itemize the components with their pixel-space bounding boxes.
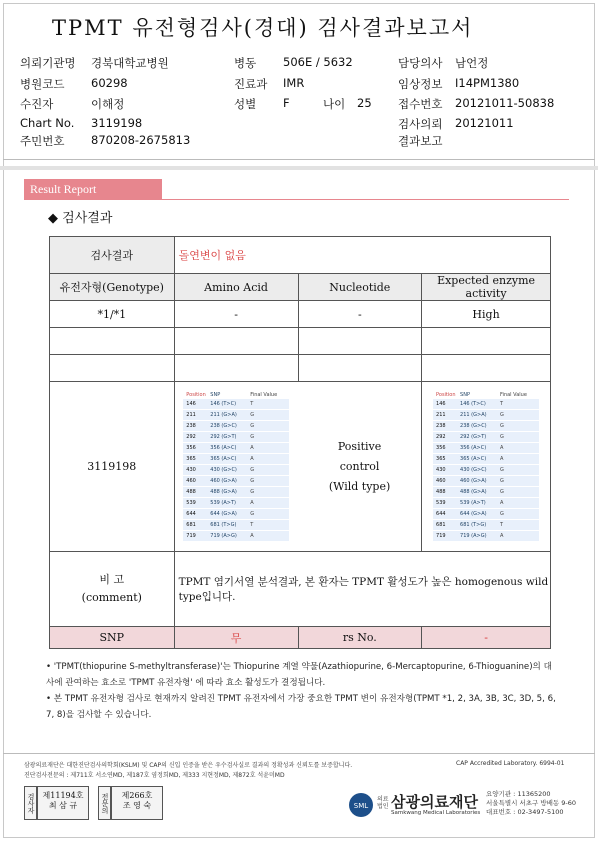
label-patient: 수진자 (20, 97, 54, 111)
chromatogram-cell: G (500, 467, 504, 473)
label-request: 검사의뢰 (398, 117, 443, 131)
chromatogram-cell: 539 (A>T) (210, 500, 236, 506)
chromatogram-cell: 430 (G>C) (460, 467, 487, 473)
label-sex: 성별 (234, 97, 257, 111)
chromatogram-cell: 365 (A>C) (460, 456, 487, 462)
genotype-row (50, 301, 551, 328)
note-1: • 'TPMT(thiopurine S-methyltransferase)'는 Thiopurine 계열 약물(Azathiopurine, 6-Mercaptopurine, 6-Thioguanine)의 대사에 관여하는 효소로 'TPMT 유전자형' 에 따라 효소 활성도가 결정됩니다. (46, 662, 552, 688)
genotype-value: *1/*1 (50, 301, 175, 328)
chromatogram-header-cell: Position (186, 392, 206, 398)
chromatogram-row (183, 531, 289, 541)
chromatogram-cell: 356 (186, 445, 196, 451)
label-receipt: 접수번호 (398, 97, 443, 111)
chromatogram-cell: 356 (436, 445, 446, 451)
chromatogram-cell: 460 (436, 478, 446, 484)
remark-row (50, 552, 551, 627)
result-report-rule (162, 199, 569, 200)
result-row (50, 237, 551, 274)
chromatogram-cell: G (250, 511, 255, 517)
remark-label: 비 고 (comment) (50, 552, 175, 627)
result-table (49, 236, 551, 649)
chromatogram-cell: G (250, 412, 255, 418)
chromatogram-header-cell: Final Value (250, 392, 278, 398)
chromatogram-cell: G (250, 467, 255, 473)
col-enzyme: Expected enzyme activity (422, 274, 551, 301)
chromatogram-cell: 539 (186, 500, 196, 506)
chromatogram-cell: G (500, 478, 504, 484)
snp-label: SNP (50, 627, 175, 649)
value-doctor: 남언정 (455, 56, 489, 70)
diamond-icon: ◆ (48, 211, 58, 226)
chromatogram-cell: 460 (G>A) (460, 478, 487, 484)
label-clinical: 임상정보 (398, 77, 443, 91)
chromatogram-cell: 539 (A>T) (460, 500, 486, 506)
chromatogram-cell: 430 (436, 467, 446, 473)
chromatogram-cell: 430 (186, 467, 196, 473)
chromatogram-cell: 238 (186, 423, 196, 429)
label-hospital-code: 병원코드 (20, 77, 65, 91)
nucleotide-value: - (298, 301, 422, 328)
chromatogram-header-cell: Final Value (500, 392, 527, 398)
control-chromatogram (422, 382, 551, 552)
col-nucleotide: Nucleotide (298, 274, 422, 301)
chromatogram-cell: 365 (436, 456, 446, 462)
footer-divider (3, 753, 595, 754)
value-rrn: 870208-2675813 (91, 133, 191, 147)
chromatogram-row (183, 465, 289, 475)
sample-id: 3119198 (50, 382, 175, 552)
chromatogram-cell: 292 (G>T) (210, 434, 237, 440)
chromatogram-cell: 365 (186, 456, 196, 462)
header-band (0, 166, 598, 170)
chromatogram-cell: 644 (186, 511, 196, 517)
chromatogram-row (183, 410, 289, 420)
chromatogram-cell: 292 (436, 434, 446, 440)
chromatogram-row (183, 498, 289, 508)
chromatogram-cell: 146 (T>C) (460, 401, 486, 407)
chromatogram-header-cell: SNP (210, 392, 221, 398)
label-ward: 병동 (234, 56, 257, 70)
chromatogram-cell: G (500, 434, 504, 440)
chromatogram-row (183, 399, 289, 409)
chromatogram-cell: 146 (436, 401, 446, 407)
chromatogram-row (183, 443, 289, 453)
chromatogram-header-cell: SNP (460, 392, 470, 398)
value-chart-no: 3119198 (91, 116, 143, 130)
chromatogram-header (183, 391, 289, 399)
chromatogram-cell: 430 (G>C) (210, 467, 237, 473)
notes (46, 659, 558, 723)
rs-label: rs No. (298, 627, 422, 649)
chromatogram-cell: A (250, 445, 254, 451)
samkwang-logo-icon (348, 792, 374, 818)
value-dept: IMR (283, 76, 305, 90)
chromatogram-cell: 292 (G>T) (460, 434, 487, 440)
chromatogram-row (183, 421, 289, 431)
report-title: TPMT 유전형검사(경대) 검사결과보고서 (52, 16, 474, 40)
empty-row (50, 355, 551, 382)
seal-specialist: 제266호 조 영 숙 (111, 786, 163, 820)
label-institution: 의뢰기관명 (20, 56, 76, 70)
footer-cap: CAP Accredited Laboratory. 6994-01 (456, 760, 565, 767)
chromatogram-header (433, 391, 539, 399)
col-genotype: 유전자형(Genotype) (50, 274, 175, 301)
chromatogram-cell: 719 (186, 533, 196, 539)
footer-address: 요양기관 : 11365200 서울특별시 서초구 방배동 9-60 대표번호 : 02-3497-5100 (486, 790, 577, 816)
chromatogram-cell: 719 (436, 533, 446, 539)
chromatogram-cell: 644 (436, 511, 446, 517)
chromatogram-cell: 488 (G>A) (210, 489, 237, 495)
seal-inspector: 제11194호 최 삼 규 (37, 786, 89, 820)
chromatogram-row (433, 531, 539, 541)
chromatogram-row (183, 454, 289, 464)
patient-chromatogram (174, 382, 298, 552)
chromatogram-cell: G (250, 434, 255, 440)
remark-text: TPMT 염기서열 분석결과, 본 환자는 TPMT 활성도가 높은 homogenous wild type입니다. (174, 552, 550, 627)
value-hospital-code: 60298 (91, 76, 128, 90)
chromatogram-cell: G (250, 423, 255, 429)
chromatogram-row (433, 432, 539, 442)
chromatogram-cell: 146 (186, 401, 196, 407)
chromatogram-cell: 356 (A>C) (210, 445, 237, 451)
chromatogram-cell: 211 (186, 412, 196, 418)
chromatogram-cell: 238 (G>C) (210, 423, 237, 429)
value-clinical: I14PM1380 (455, 76, 520, 90)
label-age: 나이 (323, 97, 346, 111)
seal-inspector-side: 검사자 (24, 786, 37, 820)
chromatogram-row (433, 465, 539, 475)
value-sex: F (283, 96, 290, 110)
chromatogram-cell: T (500, 401, 504, 407)
brand-tag: 의료법인 (377, 796, 389, 810)
chromatogram-cell: T (500, 522, 504, 528)
brand-name: 삼광의료재단 (391, 793, 478, 811)
chromatogram-cell: 719 (A>G) (460, 533, 487, 539)
label-doctor: 담당의사 (398, 56, 443, 70)
chromatogram-row (183, 432, 289, 442)
chromatogram-cell: 644 (G>A) (210, 511, 237, 517)
chromatogram-row (183, 509, 289, 519)
chromatogram-row (433, 498, 539, 508)
note-2: • 본 TPMT 유전자형 검사로 현재까지 알려진 TPMT 유전자에서 가장 중요한 TPMT 변이 유전자형(TPMT *1, 2, 3A, 3B, 3C, 3D, 5, 6, 7, 8)을 검사할 수 있습니다. (46, 694, 556, 720)
chromatogram-cell: A (500, 445, 504, 451)
chromatogram-table (183, 391, 289, 541)
section-title: ◆ 검사결과 (48, 211, 113, 226)
chromatogram-cell: 488 (G>A) (460, 489, 487, 495)
snp-value: 무 (174, 627, 298, 649)
chromatogram-row (183, 476, 289, 486)
control-label: Positive control (Wild type) (298, 382, 422, 552)
chromatogram-cell: G (250, 489, 255, 495)
footer-certification: 삼광의료재단은 대한진단검사의학회(KSLM) 및 CAP의 신입 인증을 받은 우수검사실로 결과의 정확성과 신뢰도를 보증합니다. (24, 762, 353, 769)
chromatogram-cell: 238 (G>C) (460, 423, 487, 429)
chromatogram-header-cell: Position (436, 392, 456, 398)
label-chart-no: Chart No. (20, 116, 75, 130)
chromatogram-row (433, 487, 539, 497)
chromatogram-cell: A (500, 456, 504, 462)
chromatogram-row (433, 443, 539, 453)
chromatogram-cell: 460 (186, 478, 196, 484)
label-rrn: 주민번호 (20, 134, 65, 148)
chromatogram-row (433, 520, 539, 530)
snp-row (50, 627, 551, 649)
chromatogram-cell: 211 (G>A) (210, 412, 237, 418)
brand-english: Samkwang Medical Laboratories (391, 810, 481, 816)
chromatogram-cell: T (250, 401, 254, 407)
chromatogram-cell: A (500, 533, 504, 539)
result-report-label: Result Report (24, 179, 162, 200)
chromatogram-row (433, 410, 539, 420)
amino-value: - (174, 301, 298, 328)
chromatogram-cell: 211 (G>A) (460, 412, 487, 418)
chromatogram-cell: G (500, 412, 504, 418)
chromatogram-cell: G (500, 489, 504, 495)
chromatogram-cell: G (250, 478, 255, 484)
chromatogram-cell: 644 (G>A) (460, 511, 487, 517)
value-patient: 이해정 (91, 97, 125, 111)
chromatogram-table (433, 391, 539, 541)
chromatogram-cell: 211 (436, 412, 446, 418)
chromatogram-cell: A (250, 456, 254, 462)
value-institution: 경북대학교병원 (91, 56, 169, 70)
value-receipt: 20121011-50838 (455, 96, 555, 110)
chromatogram-cell: 681 (436, 522, 446, 528)
chromatogram-cell: G (500, 423, 504, 429)
chromatogram-row (433, 421, 539, 431)
chromatogram-cell: 488 (436, 489, 446, 495)
chromatogram-row (433, 476, 539, 486)
chromatogram-cell: T (250, 522, 254, 528)
empty-row (50, 328, 551, 355)
seal-specialist-side: 전문의 (98, 786, 111, 820)
chromatogram-row (433, 509, 539, 519)
value-request: 20121011 (455, 116, 514, 130)
chromatogram-row (183, 520, 289, 530)
chromatogram-cell: A (250, 533, 254, 539)
header-divider (3, 159, 595, 160)
chromatogram-cell: 539 (436, 500, 446, 506)
chromatogram-cell: 365 (A>C) (210, 456, 237, 462)
chromatogram-cell: 488 (186, 489, 196, 495)
chromatogram-cell: 238 (436, 423, 446, 429)
chromatogram-cell: 681 (186, 522, 196, 528)
chromatogram-cell: 356 (A>C) (460, 445, 487, 451)
chromatogram-cell: 146 (T>C) (210, 401, 237, 407)
value-ward: 506E / 5632 (283, 55, 353, 69)
chromatogram-row (433, 399, 539, 409)
label-dept: 진료과 (234, 77, 268, 91)
col-amino: Amino Acid (174, 274, 298, 301)
header-row (50, 274, 551, 301)
result-label: 검사결과 (50, 237, 175, 274)
chromatogram-cell: 681 (T>G) (210, 522, 237, 528)
chromatogram-row (183, 487, 289, 497)
label-report: 결과보고 (398, 134, 443, 148)
footer-specialists: 진단검사전문의 : 제711호 서소연MD, 제187호 염정희MD, 제333 지현정MD, 제872호 석윤미MD (24, 772, 285, 779)
chromatogram-row (433, 454, 539, 464)
chromatogram-cell: 460 (G>A) (210, 478, 237, 484)
chromatogram-cell: 681 (T>G) (460, 522, 487, 528)
chromatogram-row (50, 382, 551, 552)
chromatogram-cell: 292 (186, 434, 196, 440)
result-value: 돌연변이 없음 (174, 237, 550, 274)
svg-text:SML: SML (353, 802, 369, 810)
rs-value: - (422, 627, 551, 649)
chromatogram-cell: A (250, 500, 254, 506)
chromatogram-cell: G (500, 511, 504, 517)
value-age: 25 (357, 96, 372, 110)
enzyme-value: High (422, 301, 551, 328)
chromatogram-cell: 719 (A>G) (210, 533, 237, 539)
chromatogram-cell: A (500, 500, 504, 506)
